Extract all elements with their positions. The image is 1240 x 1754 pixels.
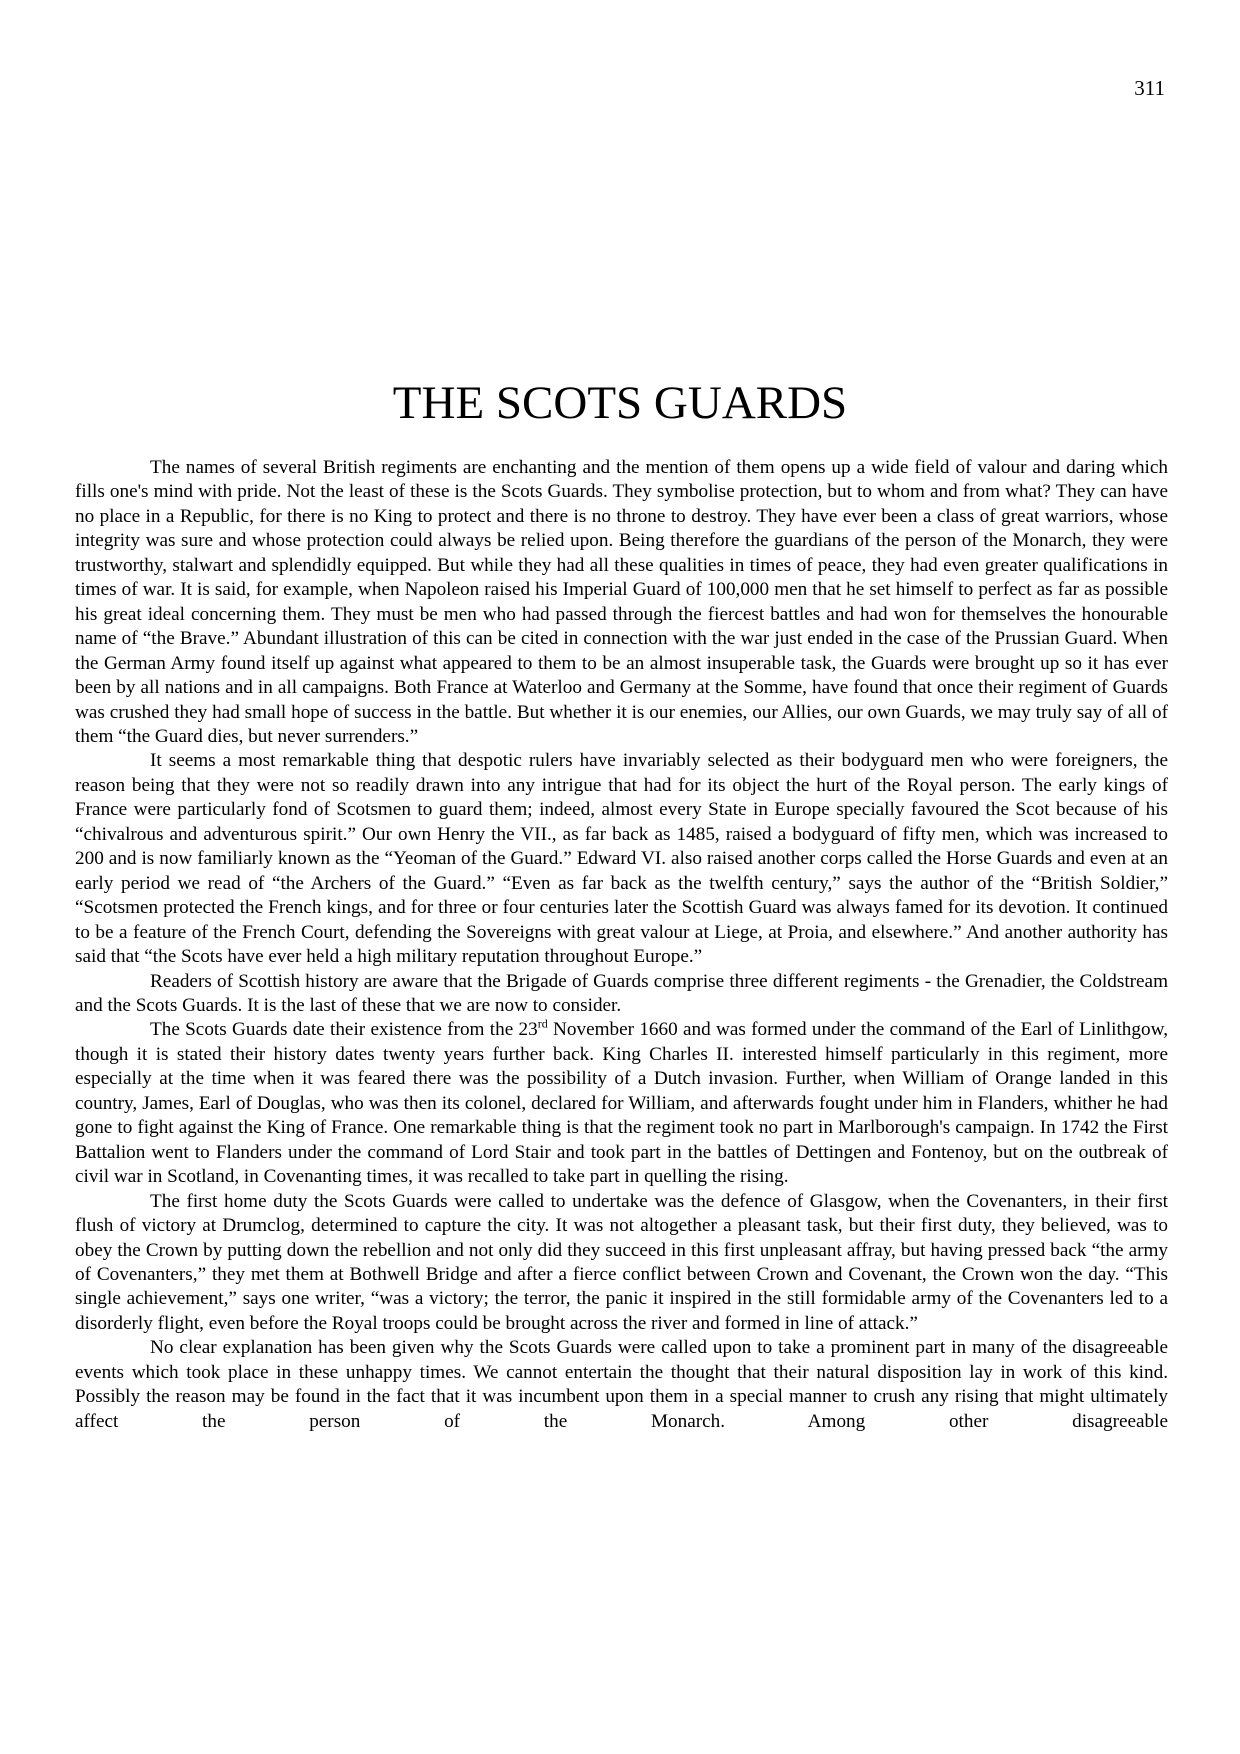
page-title: THE SCOTS GUARDS bbox=[392, 377, 848, 429]
body-text bbox=[75, 456, 1168, 1434]
date-superscript: rd bbox=[537, 1017, 548, 1032]
paragraph-3: Readers of Scottish history are aware that the Brigade of Guards comprise three different regiments - the Grenadier, the Coldstream and the Scots Guards. It is the last of these that we are now to consider. bbox=[75, 970, 1168, 1016]
paragraph-4-text-before: The Scots Guards date their existence from the 23 bbox=[150, 1019, 538, 1041]
paragraph-1: The names of several British regiments are enchanting and the mention of them opens up a wide field of valour and daring which fills one's mind with pride. Not the least of these is the Scots Guards. They symbolise protection, but to whom and from what? They can have no place in a Republic, for there is no King to protect and there is no throne to destroy. They have ever been a class of great warriors, whose integrity was sure and whose protection could always be relied upon. Being therefore the guardians of the person of the Monarch, they were trustworthy, stalwart and splendidly equipped. But while they had all these qualities in times of peace, they had even greater qualifications in times of war. It is said, for example, when Napoleon raised his Imperial Guard of 100,000 men that he set himself to perfect as far as possible his great ideal concerning them. They must be men who had passed through the fiercest battles and had won for themselves the honourable name of “the Brave.” Abundant illustration of this can be cited in connection with the war just ended in the case of the Prussian Guard. When the German Army found itself up against what appeared to them to be an almost insuperable task, the Guards were brought up so it has ever been by all nations and in all campaigns. Both France at Waterloo and Germany at the Somme, have found that once their regiment of Guards was crushed they had small hope of success in the battle. But whether it is our enemies, our Allies, our own Guards, we may truly say of all of them “the Guard dies, but never surrenders.” bbox=[75, 457, 1168, 747]
page-number: 311 bbox=[1134, 76, 1165, 100]
paragraph-2: It seems a most remarkable thing that despotic rulers have invariably selected as their bodyguard men who were foreigners, the reason being that they were not so readily drawn into any intrigue that had for its object the hurt of the Royal person. The early kings of France were particularly fond of Scotsmen to guard them; indeed, almost every State in Europe specially favoured the Scot because of his “chivalrous and adventurous spirit.” Our own Henry the VII., as far back as 1485, raised a bodyguard of fifty men, which was increased to 200 and is now familiarly known as the “Yeoman of the Guard.” Edward VI. also raised another corps called the Horse Guards and even at an early period we read of “the Archers of the Guard.” “Even as far back as the twelfth century,” says the author of the “British Soldier,” “Scotsmen protected the French kings, and for three or four centuries later the Scottish Guard was always famed for its devotion. It continued to be a feature of the French Court, defending the Sovereigns with great valour at Liege, at Proia, and elsewhere.” And another authority has said that “the Scots have ever held a high military reputation throughout Europe.” bbox=[75, 750, 1168, 968]
paragraph-6: No clear explanation has been given why the Scots Guards were called upon to take a prominent part in many of the disagreeable events which took place in these unhappy times. We cannot entertain the thought that their natural disposition lay in work of this kind. Possibly the reason may be found in the fact that it was incumbent upon them in a special manner to crush any rising that might ultimately affect the person of the Monarch. Among other disagreeable bbox=[75, 1337, 1168, 1432]
paragraph-4 bbox=[75, 1018, 1168, 1189]
paragraph-5: The first home duty the Scots Guards were called to undertake was the defence of Glasgow, when the Covenanters, in their first flush of victory at Drumclog, determined to capture the city. It was not altogether a pleasant task, but their first duty, they believed, was to obey the Crown by putting down the rebellion and not only did they succeed in this first unpleasant affray, but having pressed back “the army of Covenanters,” they met them at Bothwell Bridge and after a fierce conflict between Crown and Covenant, the Crown won the day. “This single achievement,” says one writer, “was a victory; the terror, the panic it inspired in the still formidable army of the Covenanters led to a disorderly flight, even before the Royal troops could be brought across the river and formed in line of attack.” bbox=[75, 1190, 1168, 1334]
paragraph-4-text-after: November 1660 and was formed under the command of the Earl of Linlithgow, though it is stated their history dates twenty years further back. King Charles II. interested himself particularly in this regiment, more especially at the time when it was feared there was the possibility of a Dutch invasion. Further, when William of Orange landed in this country, James, Earl of Douglas, who was then its colonel, declared for William, and afterwards fought under him in Flanders, whither he had gone to fight against the King of France. One remarkable thing is that the regiment took no part in Marlborough's campaign. In 1742 the First Battalion went to Flanders under the command of Lord Stair and took part in the battles of Dettingen and Fontenoy, but on the outbreak of civil war in Scotland, in Covenanting times, it was recalled to take part in quelling the rising. bbox=[75, 1019, 1168, 1188]
